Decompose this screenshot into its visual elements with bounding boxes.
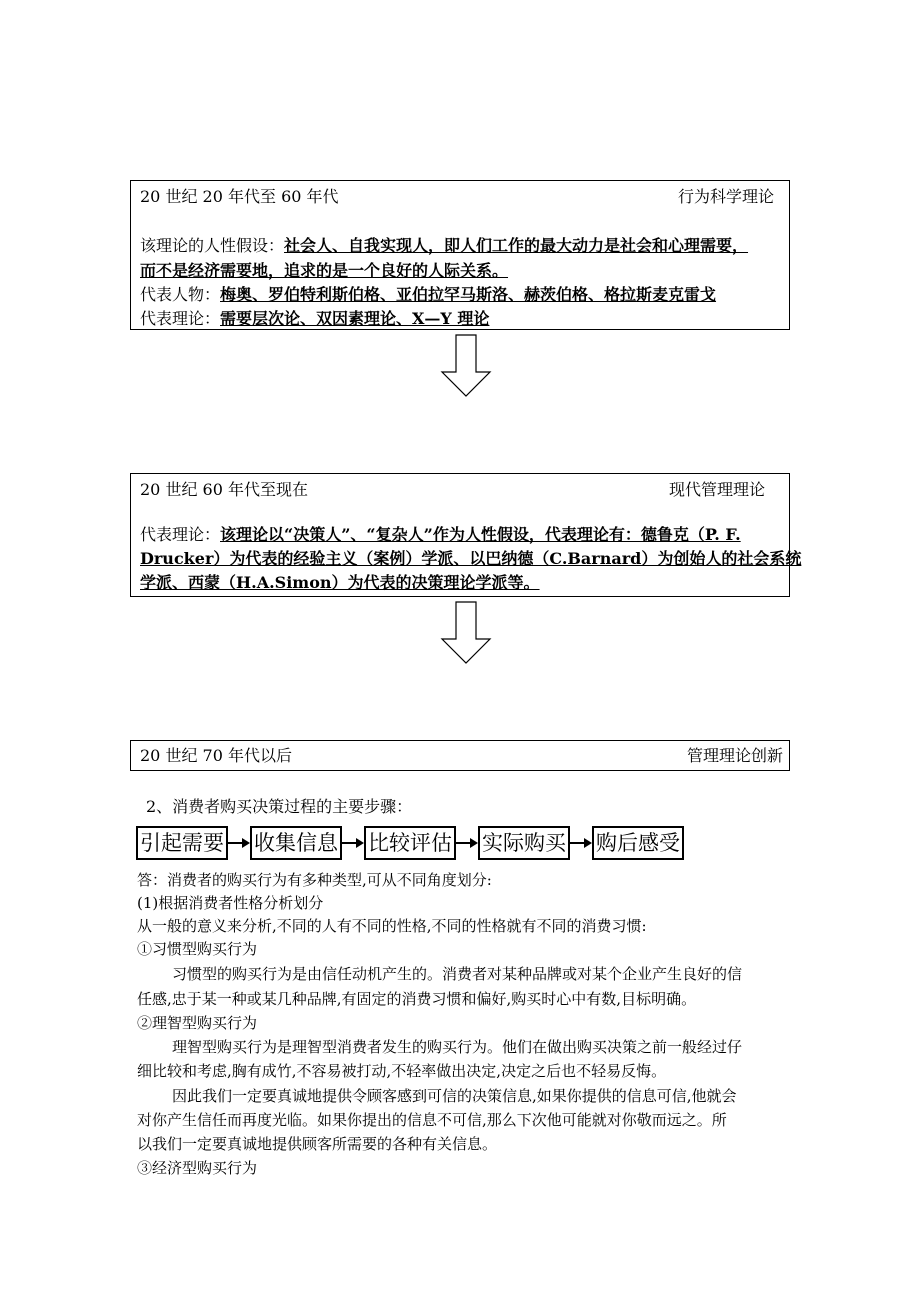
theory-title: 管理理论创新 bbox=[686, 746, 783, 765]
period-label: 20 世纪 20 年代至 60 年代 bbox=[140, 187, 339, 206]
theories-label: 代表理论： bbox=[140, 309, 221, 328]
paragraph-cont: 对你产生信任而再度光临。如果你提出的信息不可信,那么下次他可能就对你敬而远之。所 bbox=[137, 1111, 727, 1129]
theories-text: 需要层次论、双因素理论、X—Y 理论 bbox=[220, 309, 490, 328]
people-row bbox=[140, 285, 716, 305]
paragraph-cont: 细比较和考虑,胸有成竹,不容易被打动,不轻率做出决定,决定之后也不轻易反悔。 bbox=[137, 1062, 667, 1080]
answer-intro: 答：消费者的购买行为有多种类型,可从不同角度划分: bbox=[137, 871, 492, 889]
theory-title: 现代管理理论 bbox=[668, 480, 765, 499]
paragraph: 理智型购买行为是理智型消费者发生的购买行为。他们在做出购买决策之前一般经过仔 bbox=[172, 1038, 743, 1056]
item-heading: ①习惯型购买行为 bbox=[137, 940, 258, 958]
innovation-box bbox=[130, 740, 790, 771]
people-text: 梅奥、罗伯特利斯伯格、亚伯拉罕马斯洛、赫茨伯格、格拉斯麦克雷戈 bbox=[220, 285, 717, 304]
paragraph: 习惯型的购买行为是由信任动机产生的。消费者对某种品牌或对某个企业产生良好的信 bbox=[172, 965, 743, 983]
hypothesis-label: 该理论的人性假设： bbox=[140, 236, 285, 255]
period-label: 20 世纪 60 年代至现在 bbox=[140, 480, 308, 499]
paragraph: 因此我们一定要真诚地提供令顾客感到可信的决策信息,如果你提供的信息可信,他就会 bbox=[172, 1087, 737, 1105]
step-evaluate: 比较评估 bbox=[364, 826, 456, 860]
representative-text-end: 学派、西蒙（H.A.Simon）为代表的决策理论学派等。 bbox=[140, 573, 540, 592]
item-heading: ③经济型购买行为 bbox=[137, 1159, 258, 1177]
step-collect-info: 收集信息 bbox=[250, 826, 342, 860]
paragraph-cont: 任感,忠于某一种或某几种品牌,有固定的消费习惯和偏好,购买时心中有数,目标明确。 bbox=[137, 990, 697, 1008]
behavioral-science-box bbox=[130, 180, 790, 330]
hypothesis-row bbox=[140, 236, 748, 256]
down-arrow-icon bbox=[440, 334, 492, 398]
period-label: 20 世纪 70 年代以后 bbox=[140, 746, 292, 765]
arrow-right-icon bbox=[570, 836, 592, 850]
paragraph-cont: 以我们一定要真诚地提供顾客所需要的各种有关信息。 bbox=[137, 1135, 498, 1153]
section-heading: 2、消费者购买决策过程的主要步骤： bbox=[146, 797, 413, 816]
decision-steps-flow bbox=[136, 826, 684, 860]
subsection-heading: (1)根据消费者性格分析划分 bbox=[137, 894, 324, 912]
paragraph: 从一般的意义来分析,不同的人有不同的性格,不同的性格就有不同的消费习惯: bbox=[137, 917, 647, 935]
arrow-right-icon bbox=[456, 836, 478, 850]
down-arrow-icon bbox=[440, 601, 492, 665]
step-recognize-need: 引起需要 bbox=[136, 826, 228, 860]
representative-text-cont: Drucker）为代表的经验主义（案例）学派、以巴纳德（C.Barnard）为创始人的社会系统 bbox=[140, 549, 802, 568]
arrow-right-icon bbox=[342, 836, 364, 850]
theories-row bbox=[140, 309, 489, 329]
item-heading: ②理智型购买行为 bbox=[137, 1014, 258, 1032]
representative-label: 代表理论： bbox=[140, 525, 221, 544]
modern-management-box bbox=[130, 473, 802, 597]
theory-title: 行为科学理论 bbox=[677, 187, 774, 206]
step-purchase: 实际购买 bbox=[478, 826, 570, 860]
representative-text: 该理论以“决策人”、“复杂人”作为人性假设，代表理论有：德鲁克（P. F. bbox=[220, 525, 741, 544]
arrow-right-icon bbox=[228, 836, 250, 850]
people-label: 代表人物： bbox=[140, 285, 221, 304]
hypothesis-text: 社会人、自我实现人，即人们工作的最大动力是社会和心理需要， bbox=[284, 236, 749, 255]
representative-row bbox=[140, 525, 741, 545]
hypothesis-text-cont: 而不是经济需要地，追求的是一个良好的人际关系。 bbox=[140, 261, 509, 280]
step-post-purchase: 购后感受 bbox=[592, 826, 684, 860]
